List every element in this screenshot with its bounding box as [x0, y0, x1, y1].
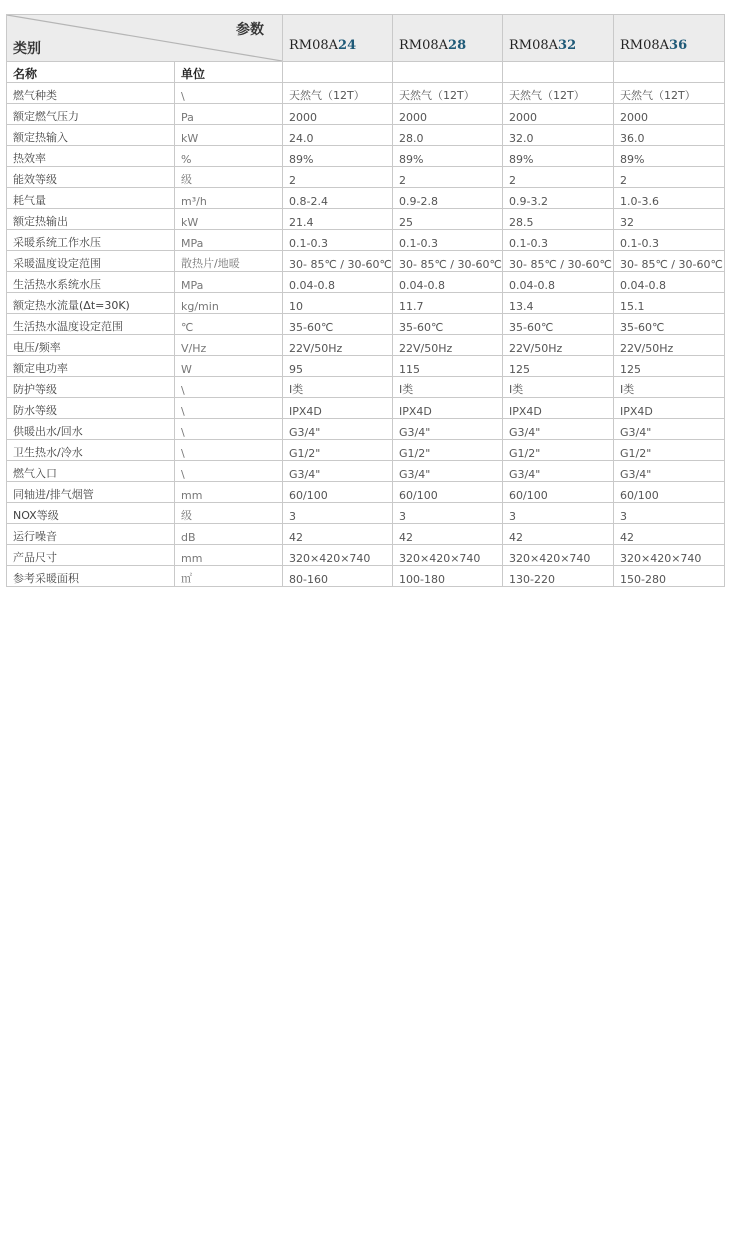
table-row [7, 125, 725, 146]
spec-value: 42 [393, 524, 503, 545]
spec-unit: \ [175, 398, 283, 419]
spec-name: 同轴进/排气烟管 [7, 482, 175, 503]
spec-unit: m³/h [175, 188, 283, 209]
spec-value: 36.0 [614, 125, 725, 146]
spec-unit: \ [175, 440, 283, 461]
spec-value: 0.9-2.8 [393, 188, 503, 209]
spec-name: 额定电功率 [7, 356, 175, 377]
spec-value: 天然气（12T） [614, 83, 725, 104]
table-row [7, 419, 725, 440]
table-row [7, 503, 725, 524]
spec-name: 运行噪音 [7, 524, 175, 545]
spec-value: G3/4" [283, 461, 393, 482]
spec-value: 22V/50Hz [614, 335, 725, 356]
spec-value: 21.4 [283, 209, 393, 230]
spec-value: Ⅰ类 [393, 377, 503, 398]
model-prefix: RM08A [509, 38, 559, 53]
spec-unit: \ [175, 419, 283, 440]
table-row [7, 335, 725, 356]
spec-value: 0.1-0.3 [393, 230, 503, 251]
table-row [7, 566, 725, 587]
table-row [7, 167, 725, 188]
spec-value: 60/100 [614, 482, 725, 503]
spec-name: 额定热水流量(Δt=30K) [7, 293, 175, 314]
spec-value: IPX4D [393, 398, 503, 419]
spec-unit: MPa [175, 272, 283, 293]
spec-value: G1/2" [503, 440, 614, 461]
spec-name: 额定热输入 [7, 125, 175, 146]
spec-value: 35-60℃ [283, 314, 393, 335]
spec-unit: \ [175, 377, 283, 398]
spec-table [6, 14, 725, 587]
model-number: 24 [338, 38, 357, 53]
spec-unit: 级 [175, 167, 283, 188]
spec-value: 22V/50Hz [283, 335, 393, 356]
spec-value: 89% [503, 146, 614, 167]
spec-name: 生活热水温度设定范围 [7, 314, 175, 335]
spec-unit: ㎡ [175, 566, 283, 587]
spec-value: 125 [503, 356, 614, 377]
spec-name: 电压/频率 [7, 335, 175, 356]
spec-value: 0.1-0.3 [503, 230, 614, 251]
spec-unit: W [175, 356, 283, 377]
spec-value: G3/4" [283, 419, 393, 440]
table-row [7, 251, 725, 272]
spec-value: G3/4" [503, 419, 614, 440]
spec-unit: kW [175, 209, 283, 230]
spec-name: 生活热水系统水压 [7, 272, 175, 293]
table-row [7, 209, 725, 230]
table-row [7, 545, 725, 566]
spec-value: 30- 85℃ / 30-60℃ [283, 251, 393, 272]
spec-value: 100-180 [393, 566, 503, 587]
spec-value: 35-60℃ [393, 314, 503, 335]
spec-name: 耗气量 [7, 188, 175, 209]
spec-value: 2 [614, 167, 725, 188]
spec-value: 60/100 [393, 482, 503, 503]
table-row [7, 398, 725, 419]
spec-name: 热效率 [7, 146, 175, 167]
spec-name: 额定燃气压力 [7, 104, 175, 125]
empty-cell [393, 62, 503, 83]
spec-name: 燃气种类 [7, 83, 175, 104]
table-row [7, 188, 725, 209]
category-label: 类别 [13, 41, 41, 57]
table-row [7, 314, 725, 335]
model-prefix: RM08A [289, 38, 339, 53]
unit-column-label: 单位 [175, 62, 283, 83]
model-prefix: RM08A [620, 38, 670, 53]
spec-unit: V/Hz [175, 335, 283, 356]
model-number: 36 [669, 38, 688, 53]
spec-value: 60/100 [283, 482, 393, 503]
spec-name: 燃气入口 [7, 461, 175, 482]
spec-value: 24.0 [283, 125, 393, 146]
table-row [7, 272, 725, 293]
spec-value: 2 [503, 167, 614, 188]
spec-value: 3 [393, 503, 503, 524]
spec-unit: % [175, 146, 283, 167]
spec-value: 2000 [614, 104, 725, 125]
spec-unit: \ [175, 461, 283, 482]
table-row [7, 377, 725, 398]
spec-value: 320×420×740 [503, 545, 614, 566]
spec-unit: MPa [175, 230, 283, 251]
spec-value: 89% [614, 146, 725, 167]
spec-value: 30- 85℃ / 30-60℃ [393, 251, 503, 272]
model-number: 28 [448, 38, 467, 53]
spec-value: 42 [283, 524, 393, 545]
spec-value: IPX4D [614, 398, 725, 419]
empty-cell [614, 62, 725, 83]
spec-unit: Pa [175, 104, 283, 125]
spec-value: 32.0 [503, 125, 614, 146]
spec-value: 0.04-0.8 [283, 272, 393, 293]
spec-unit: 散热片/地暖 [175, 251, 283, 272]
spec-unit: 级 [175, 503, 283, 524]
table-row [7, 524, 725, 545]
spec-unit: kg/min [175, 293, 283, 314]
table-row [7, 356, 725, 377]
spec-value: G3/4" [614, 461, 725, 482]
spec-unit: \ [175, 83, 283, 104]
spec-value: G3/4" [614, 419, 725, 440]
spec-value: 30- 85℃ / 30-60℃ [614, 251, 725, 272]
spec-unit: dB [175, 524, 283, 545]
spec-value: 25 [393, 209, 503, 230]
header-row [7, 15, 725, 62]
spec-value: 22V/50Hz [393, 335, 503, 356]
name-column-label: 名称 [7, 62, 175, 83]
spec-value: 3 [283, 503, 393, 524]
spec-value: 天然气（12T） [503, 83, 614, 104]
spec-name: NOX等级 [7, 503, 175, 524]
spec-value: 天然气（12T） [393, 83, 503, 104]
spec-value: 320×420×740 [283, 545, 393, 566]
spec-unit: mm [175, 545, 283, 566]
spec-value: 3 [503, 503, 614, 524]
subheader-row [7, 62, 725, 83]
spec-value: 13.4 [503, 293, 614, 314]
spec-name: 采暖温度设定范围 [7, 251, 175, 272]
spec-value: 80-160 [283, 566, 393, 587]
model-number: 32 [558, 38, 577, 53]
table-row [7, 482, 725, 503]
empty-cell [283, 62, 393, 83]
spec-value: 3 [614, 503, 725, 524]
spec-value: 10 [283, 293, 393, 314]
spec-value: 2000 [283, 104, 393, 125]
spec-name: 额定热输出 [7, 209, 175, 230]
spec-name: 卫生热水/冷水 [7, 440, 175, 461]
spec-value: 115 [393, 356, 503, 377]
diagonal-header-cell [7, 15, 283, 62]
spec-value: 2 [393, 167, 503, 188]
spec-value: 0.1-0.3 [283, 230, 393, 251]
spec-value: 0.9-3.2 [503, 188, 614, 209]
table-row [7, 104, 725, 125]
spec-value: 30- 85℃ / 30-60℃ [503, 251, 614, 272]
spec-value: G3/4" [393, 461, 503, 482]
table-row [7, 146, 725, 167]
spec-value: 35-60℃ [614, 314, 725, 335]
spec-value: G1/2" [283, 440, 393, 461]
spec-value: 320×420×740 [614, 545, 725, 566]
spec-unit: ℃ [175, 314, 283, 335]
spec-value: 32 [614, 209, 725, 230]
spec-value: 天然气（12T） [283, 83, 393, 104]
model-header-28 [393, 15, 503, 62]
table-row [7, 461, 725, 482]
spec-value: 0.04-0.8 [393, 272, 503, 293]
spec-value: G1/2" [614, 440, 725, 461]
spec-value: 130-220 [503, 566, 614, 587]
spec-value: 15.1 [614, 293, 725, 314]
table-row [7, 83, 725, 104]
table-row [7, 293, 725, 314]
spec-value: 2000 [393, 104, 503, 125]
spec-unit: mm [175, 482, 283, 503]
spec-name: 供暖出水/回水 [7, 419, 175, 440]
spec-value: 1.0-3.6 [614, 188, 725, 209]
spec-name: 参考采暖面积 [7, 566, 175, 587]
spec-value: G3/4" [393, 419, 503, 440]
spec-value: G3/4" [503, 461, 614, 482]
spec-value: 60/100 [503, 482, 614, 503]
spec-value: 0.1-0.3 [614, 230, 725, 251]
spec-name: 防护等级 [7, 377, 175, 398]
spec-value: 2 [283, 167, 393, 188]
spec-value: 11.7 [393, 293, 503, 314]
spec-value: 89% [393, 146, 503, 167]
spec-name: 防水等级 [7, 398, 175, 419]
spec-value: IPX4D [503, 398, 614, 419]
model-header-24 [283, 15, 393, 62]
model-header-36 [614, 15, 725, 62]
model-prefix: RM08A [399, 38, 449, 53]
spec-value: 35-60℃ [503, 314, 614, 335]
spec-name: 能效等级 [7, 167, 175, 188]
spec-value: 95 [283, 356, 393, 377]
spec-value: 0.8-2.4 [283, 188, 393, 209]
empty-cell [503, 62, 614, 83]
spec-value: 28.5 [503, 209, 614, 230]
spec-value: 42 [503, 524, 614, 545]
spec-value: 28.0 [393, 125, 503, 146]
model-header-32 [503, 15, 614, 62]
spec-value: 320×420×740 [393, 545, 503, 566]
table-row [7, 440, 725, 461]
spec-value: 0.04-0.8 [503, 272, 614, 293]
spec-value: Ⅰ类 [614, 377, 725, 398]
table-row [7, 230, 725, 251]
spec-unit: kW [175, 125, 283, 146]
spec-value: 42 [614, 524, 725, 545]
spec-name: 产品尺寸 [7, 545, 175, 566]
spec-value: 2000 [503, 104, 614, 125]
spec-value: Ⅰ类 [503, 377, 614, 398]
spec-value: IPX4D [283, 398, 393, 419]
spec-value: 150-280 [614, 566, 725, 587]
spec-value: Ⅰ类 [283, 377, 393, 398]
spec-value: 89% [283, 146, 393, 167]
spec-value: 22V/50Hz [503, 335, 614, 356]
spec-name: 采暖系统工作水压 [7, 230, 175, 251]
spec-value: 0.04-0.8 [614, 272, 725, 293]
spec-value: 125 [614, 356, 725, 377]
param-label: 参数 [236, 22, 264, 38]
spec-value: G1/2" [393, 440, 503, 461]
